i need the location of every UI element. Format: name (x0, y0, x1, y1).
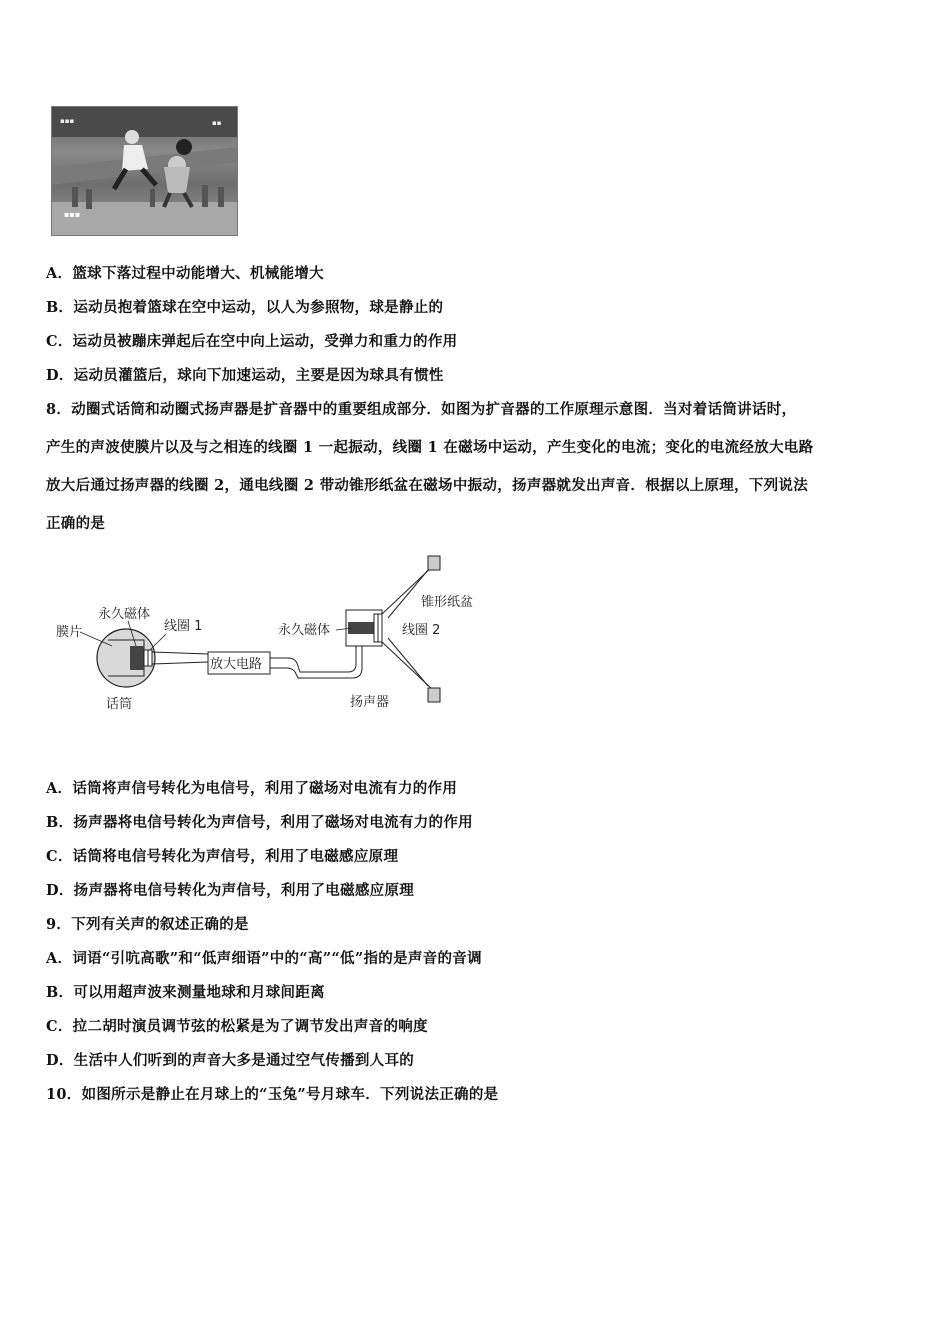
label-membrane: 膜片 (56, 625, 83, 640)
permanent-magnet-1 (130, 646, 144, 670)
cone-bottom (428, 688, 440, 702)
q8-option-b: B．扬声器将电信号转化为声信号，利用了磁场对电流有力的作用 (46, 814, 473, 831)
q8-stem-line-3: 放大后通过扬声器的线圈 2，通电线圈 2 带动锥形纸盆在磁场中振动，扬声器就发出声音．根据以上原理，下列说法 (46, 477, 809, 494)
label-coil-1: 线圈 1 (164, 619, 203, 634)
q8-option-d: D．扬声器将电信号转化为声信号，利用了电磁感应原理 (46, 882, 415, 899)
q7-option-a: A．篮球下落过程中动能增大、机械能增大 (46, 265, 324, 282)
q8-option-a: A．话筒将声信号转化为电信号，利用了磁场对电流有力的作用 (46, 780, 458, 797)
q10-stem: 10．如图所示是静止在月球上的“玉兔”号月球车．下列说法正确的是 (46, 1086, 499, 1103)
q7-option-c: C．运动员被蹦床弹起后在空中向上运动，受弹力和重力的作用 (46, 333, 458, 350)
svg-text:▪▪▪: ▪▪▪ (60, 117, 75, 125)
label-amplifier: 放大电路 (210, 657, 263, 672)
label-cone: 锥形纸盆 (421, 595, 474, 610)
q9-option-a: A．词语“引吭高歌”和“低声细语”中的“高”“低”指的是声音的音调 (46, 950, 482, 967)
svg-text:▪▪▪: ▪▪▪ (64, 210, 81, 219)
cone-top (428, 556, 440, 570)
label-coil-2: 线圈 2 (402, 623, 441, 638)
label-permanent-magnet-2: 永久磁体 (278, 623, 331, 638)
amplifier-diagram (48, 548, 498, 718)
q8-stem-line-2: 产生的声波使膜片以及与之相连的线圈 1 一起振动，线圈 1 在磁场中运动，产生变化的电流；变化的电流经放大电路 (46, 439, 814, 456)
label-speaker: 扬声器 (350, 695, 390, 710)
q7-option-b: B．运动员抱着篮球在空中运动，以人为参照物，球是静止的 (46, 299, 444, 316)
label-microphone: 话筒 (106, 697, 133, 712)
q8-stem-line-4: 正确的是 (46, 515, 106, 532)
q8-option-c: C．话筒将电信号转化为声信号，利用了电磁感应原理 (46, 848, 399, 865)
q9-option-c: C．拉二胡时演员调节弦的松紧是为了调节发出声音的响度 (46, 1018, 428, 1035)
q9-stem: 9．下列有关声的叙述正确的是 (46, 916, 249, 933)
q9-option-b: B．可以用超声波来测量地球和月球间距离 (46, 984, 325, 1001)
q8-stem-line-1: 8．动圈式话筒和动圈式扬声器是扩音器中的重要组成部分．如图为扩音器的工作原理示意图．当对着话筒讲话时， (46, 401, 797, 418)
q7-option-d: D．运动员灌篮后，球向下加速运动，主要是因为球具有惯性 (46, 367, 444, 384)
svg-text:▪▪: ▪▪ (212, 119, 222, 127)
label-permanent-magnet-1: 永久磁体 (98, 607, 151, 622)
basketball-photo (51, 106, 238, 236)
q9-option-d: D．生活中人们听到的声音大多是通过空气传播到人耳的 (46, 1052, 415, 1069)
